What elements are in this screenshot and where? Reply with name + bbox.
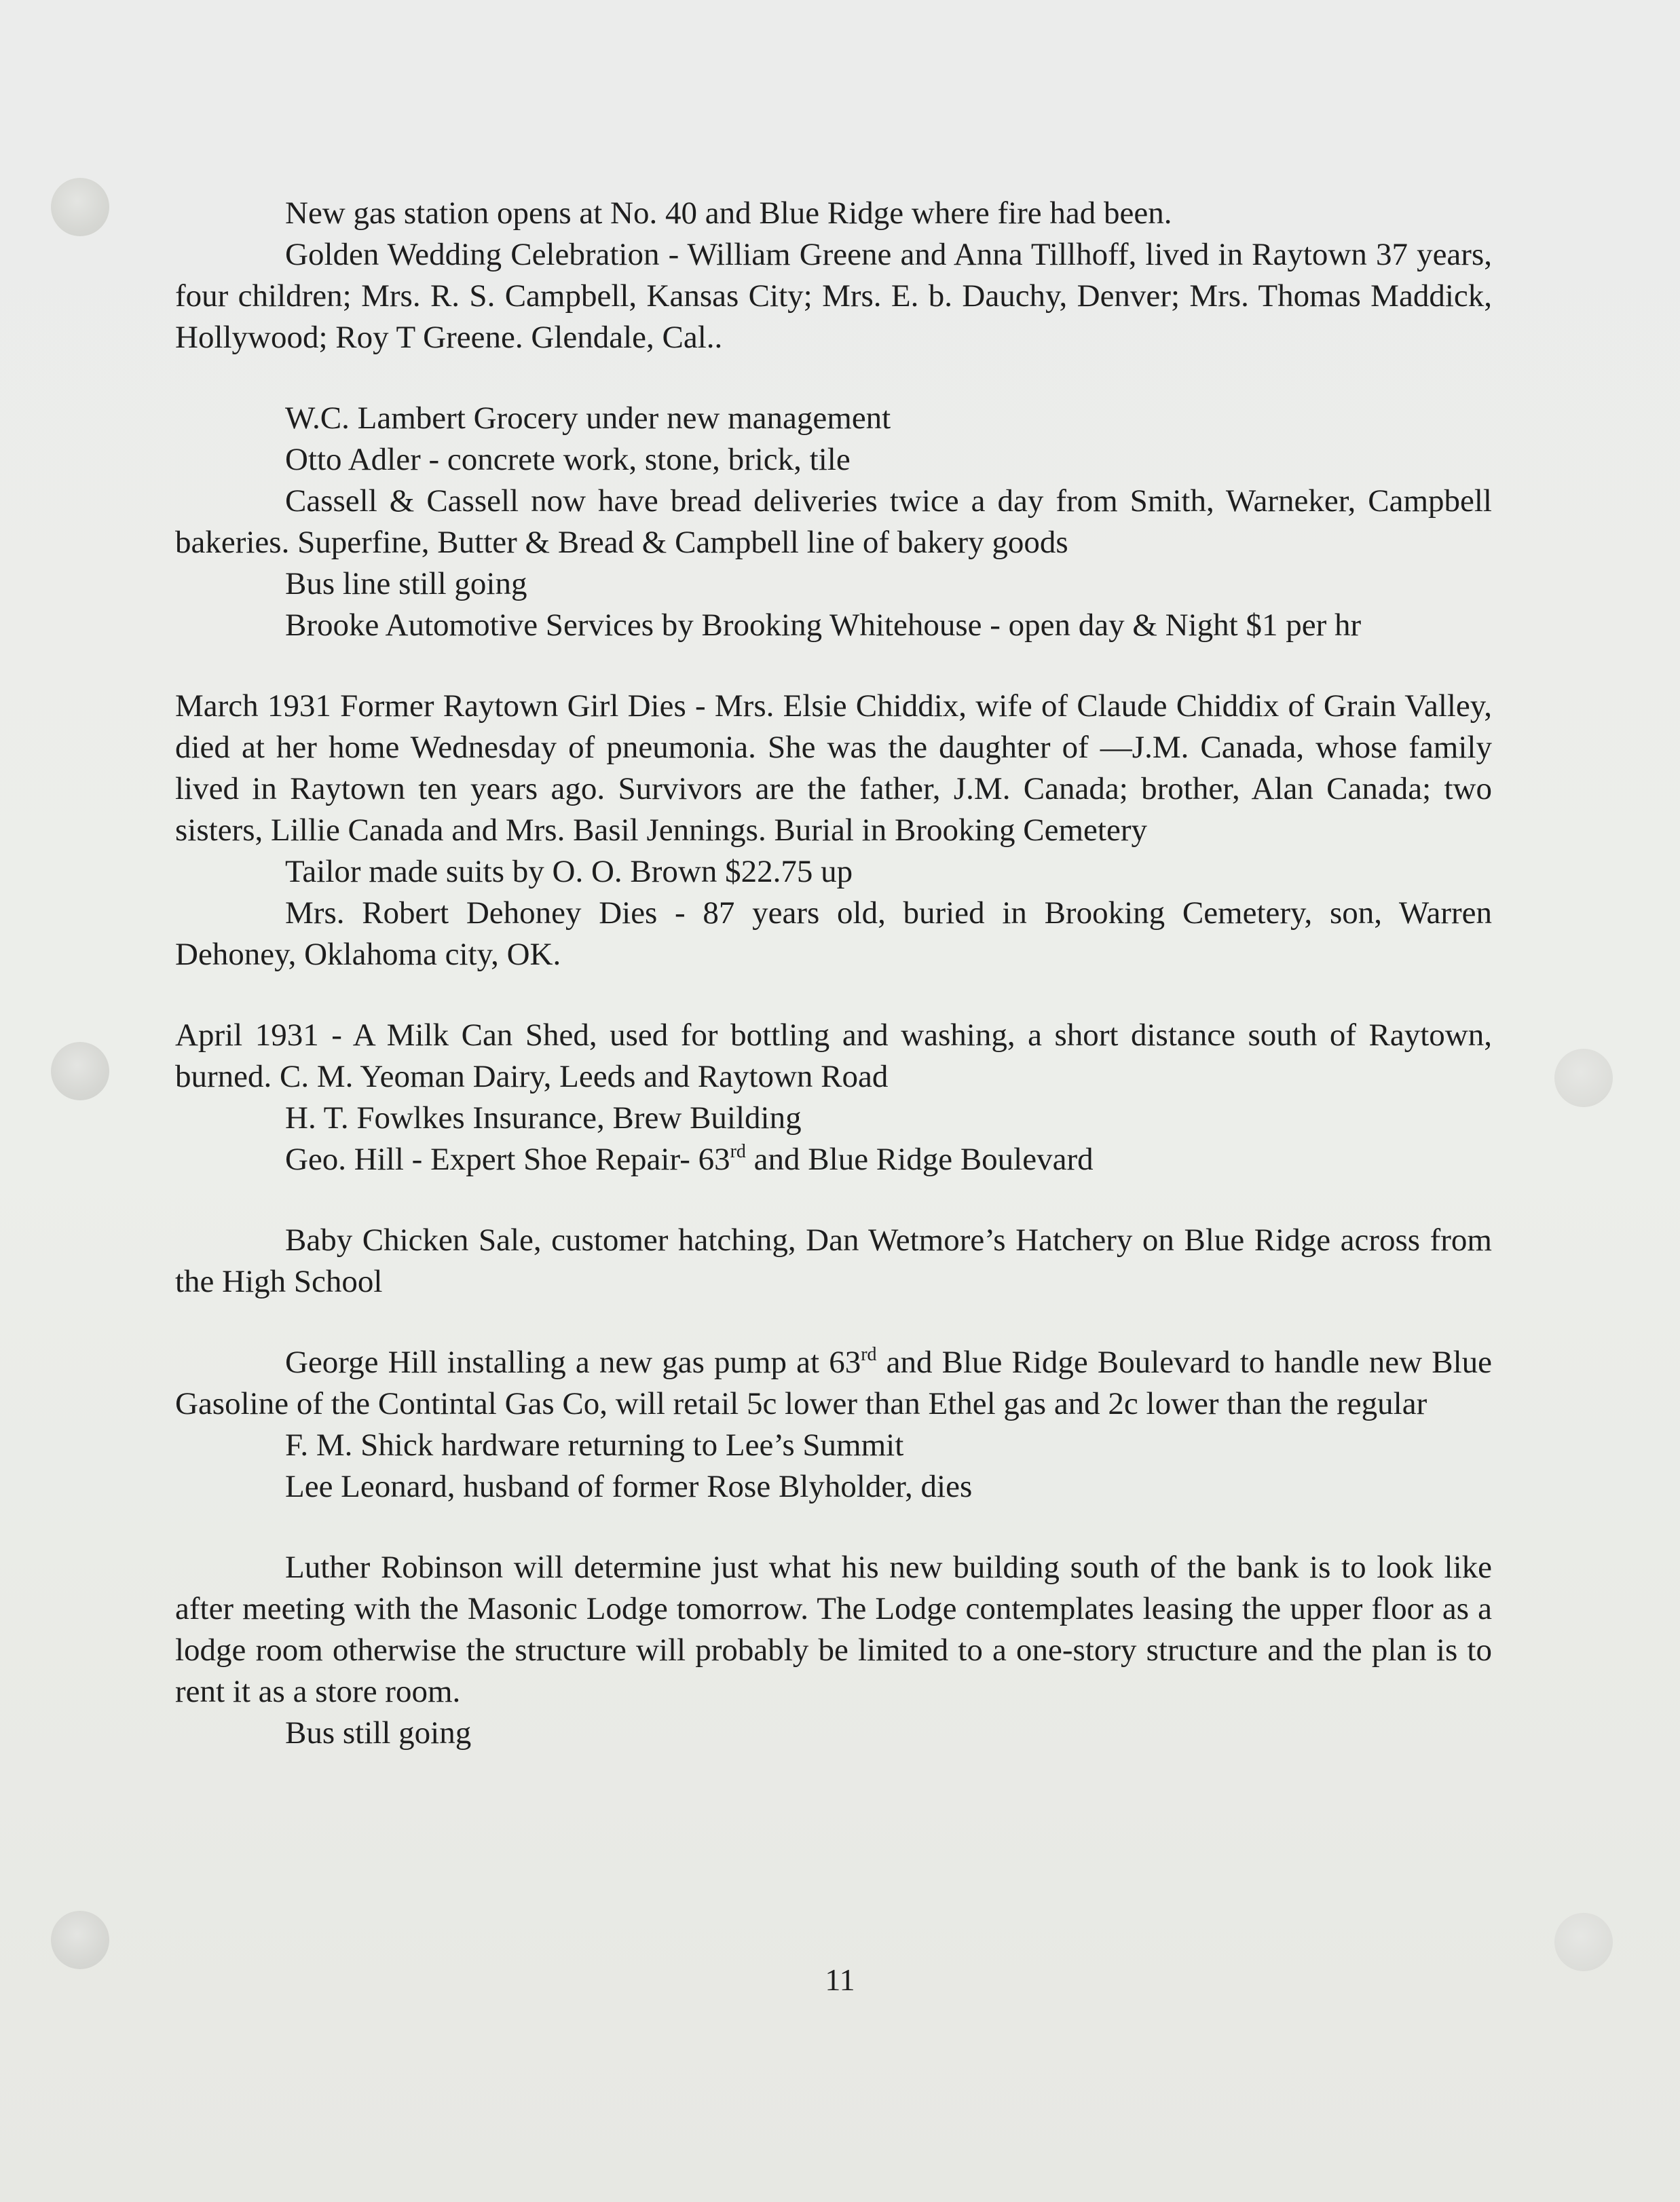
ordinal-superscript: rd xyxy=(730,1141,746,1162)
paragraph-text: George Hill installing a new gas pump at 63 xyxy=(285,1345,861,1380)
paragraph: Brooke Automotive Services by Brooking Whitehouse - open day & Night $1 per hr xyxy=(285,608,1362,643)
document-body xyxy=(175,193,1492,1754)
paragraph: Lee Leonard, husband of former Rose Blyholder, dies xyxy=(285,1469,973,1504)
paragraph: H. T. Fowlkes Insurance, Brew Building xyxy=(285,1100,802,1136)
ordinal-superscript: rd xyxy=(861,1344,877,1365)
paragraph: Tailor made suits by O. O. Brown $22.75 up xyxy=(285,854,853,889)
punch-hole-bottom-left xyxy=(51,1911,109,1969)
punch-hole-top-left xyxy=(51,178,109,236)
paragraph-text: Geo. Hill - Expert Shoe Repair- 63 xyxy=(285,1142,730,1177)
paragraph xyxy=(175,1139,1492,1180)
paragraph: W.C. Lambert Grocery under new management xyxy=(285,400,891,436)
paragraph: Mrs. Robert Dehoney Dies - 87 years old, buried in Brooking Cemetery, son, Warren Dehoney, Oklahoma city, OK. xyxy=(175,895,1492,972)
paragraph: March 1931 Former Raytown Girl Dies - Mrs. Elsie Chiddix, wife of Claude Chiddix of Grain Valley, died at her home Wednesday of pneumonia. She was the daughter of —J.M. Canada, whose family lived in Raytown ten years ago. Survivors are the father, J.M. Canada; brother, Alan Canada; two sisters, Lillie Canada and Mrs. Basil Jennings. Burial in Brooking Cemetery xyxy=(175,688,1492,848)
paragraph: Cassell & Cassell now have bread deliveries twice a day from Smith, Warneker, Campbell bakeries. Superfine, Butter & Bread & Campbell line of bakery goods xyxy=(175,483,1492,560)
paragraph-text: and Blue Ridge Boulevard to handle new Blue Gasoline of the Contintal Gas Co, will retail 5c lower than Ethel gas and 2c lower than the regular xyxy=(175,1345,1492,1421)
paragraph xyxy=(175,1342,1492,1425)
paragraph: Baby Chicken Sale, customer hatching, Dan Wetmore’s Hatchery on Blue Ridge across from the High School xyxy=(175,1223,1492,1299)
punch-hole-middle-right xyxy=(1554,1049,1613,1107)
page-number: 11 xyxy=(825,1962,855,1997)
paragraph: New gas station opens at No. 40 and Blue Ridge where fire had been. xyxy=(285,195,1172,231)
paragraph: Otto Adler - concrete work, stone, brick, tile xyxy=(285,442,851,477)
paragraph-text: and Blue Ridge Boulevard xyxy=(745,1142,1094,1177)
paragraph: Bus still going xyxy=(285,1715,472,1751)
paragraph: F. M. Shick hardware returning to Lee’s Summit xyxy=(285,1427,904,1463)
punch-hole-middle-left xyxy=(51,1042,109,1100)
paragraph: Luther Robinson will determine just what his new building south of the bank is to look like after meeting with the Masonic Lodge tomorrow. The Lodge contemplates leasing the upper floor as a lodge room otherwise the structure will probably be limited to a one-story structure and the plan is to rent it as a store room. xyxy=(175,1550,1492,1709)
paragraph: Golden Wedding Celebration - William Greene and Anna Tillhoff, lived in Raytown 37 years, four children; Mrs. R. S. Campbell, Kansas City; Mrs. E. b. Dauchy, Denver; Mrs. Thomas Maddick, Hollywood; Roy T Greene. Glendale, Cal.. xyxy=(175,237,1492,355)
paragraph: Bus line still going xyxy=(285,566,527,601)
paragraph: April 1931 - A Milk Can Shed, used for bottling and washing, a short distance south of Raytown, burned. C. M. Yeoman Dairy, Leeds and Raytown Road xyxy=(175,1018,1492,1094)
